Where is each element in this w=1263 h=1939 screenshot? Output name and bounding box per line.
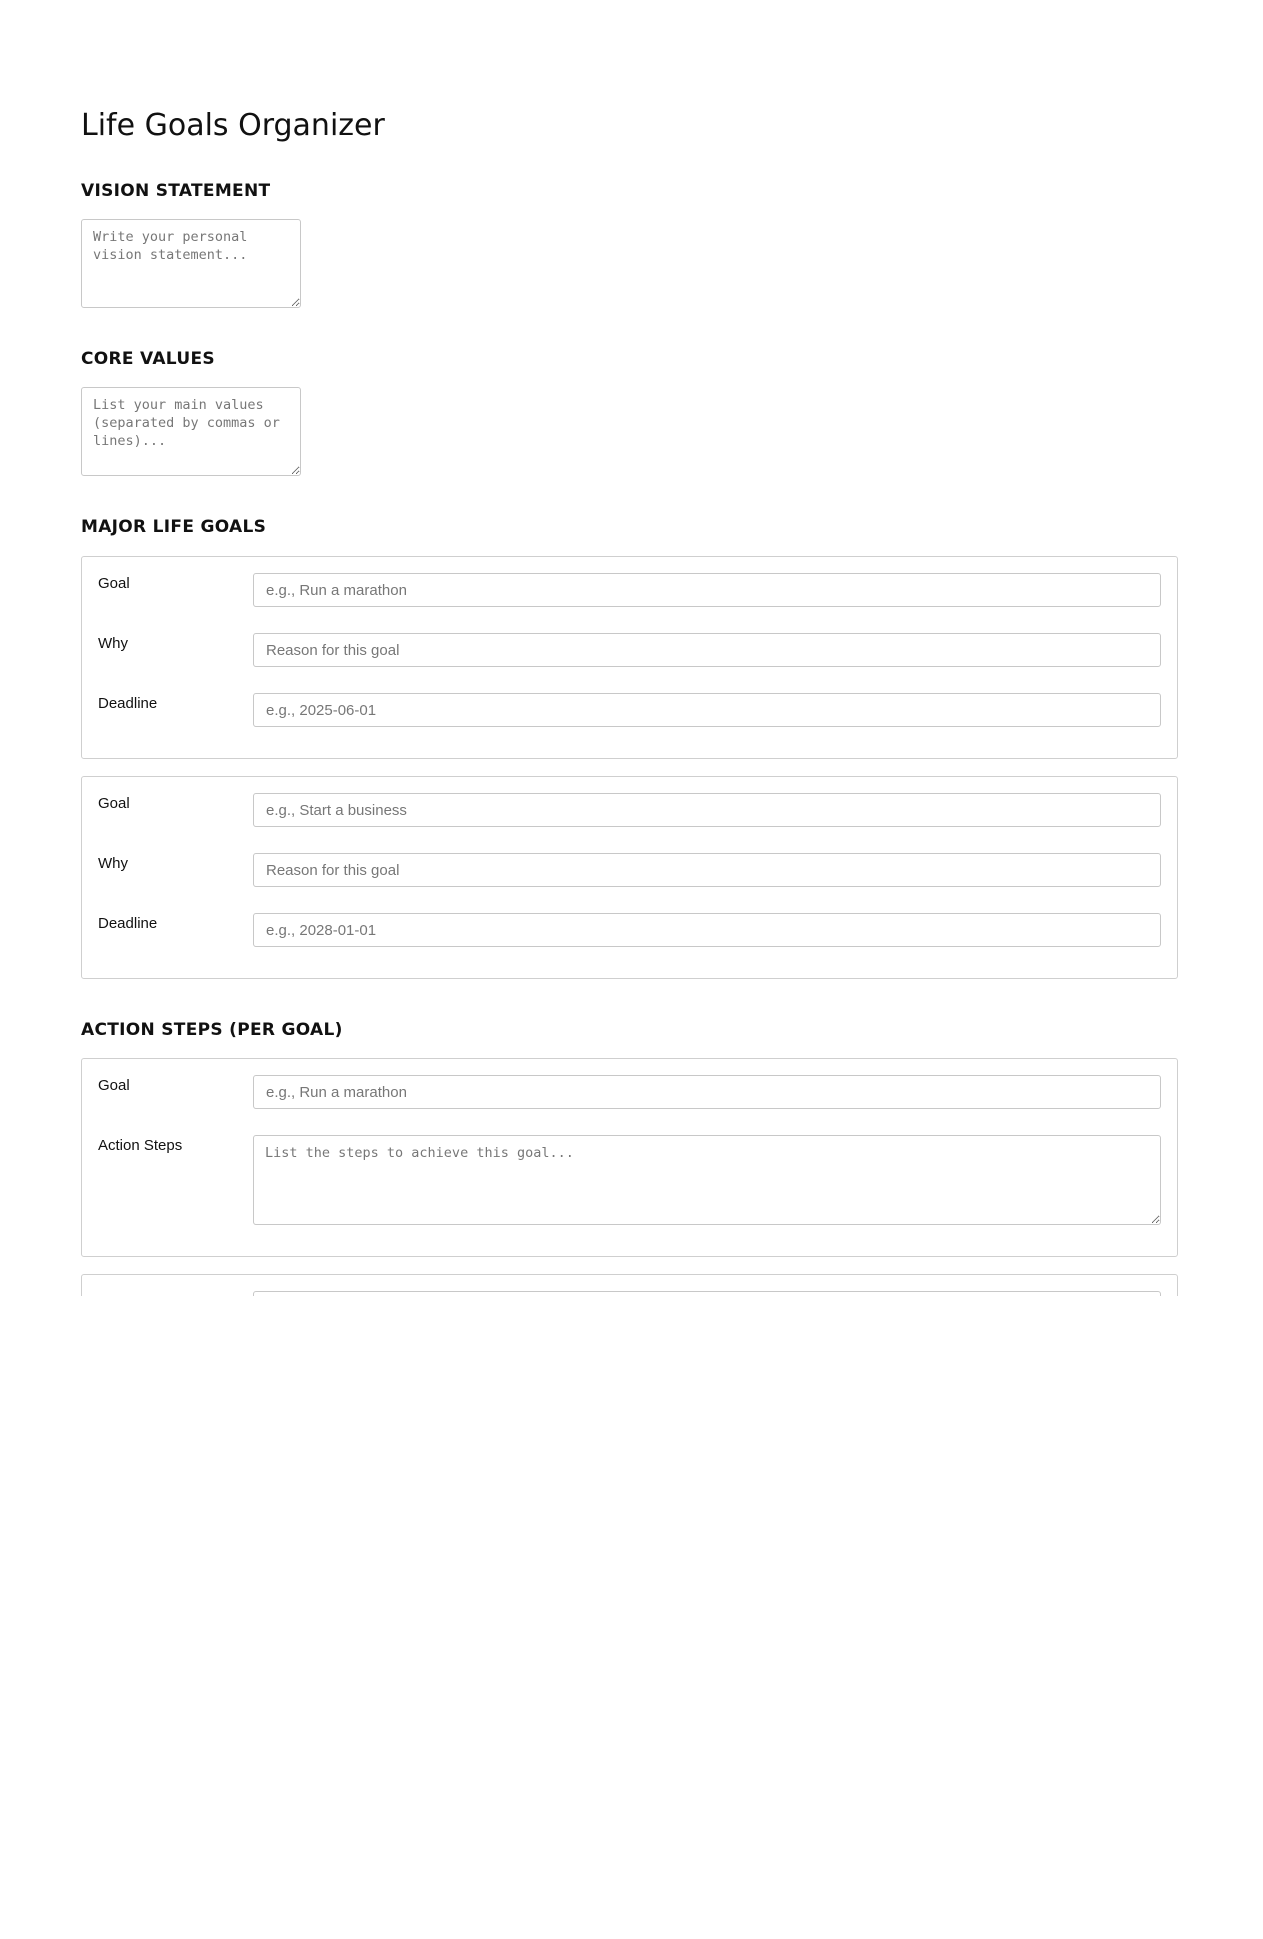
core-values-textarea[interactable] [81,387,301,476]
vision-statement-textarea[interactable] [81,219,301,308]
deadline-input[interactable] [253,693,1161,727]
action-steps-heading: ACTION STEPS (PER GOAL) [81,1020,343,1040]
action-steps-card [81,1058,1178,1257]
action-steps-card [81,1274,1178,1296]
why-label: Why [98,635,128,652]
goal-label: Goal [98,575,130,592]
goal-label: Goal [98,795,130,812]
core-values-heading: CORE VALUES [81,349,215,369]
deadline-label: Deadline [98,915,158,932]
page-title: Life Goals Organizer [81,108,385,143]
goal-input[interactable] [253,1075,1161,1109]
vision-heading: VISION STATEMENT [81,181,271,201]
action-steps-textarea[interactable] [253,1135,1161,1225]
goal-input[interactable] [253,1291,1161,1296]
goal-input[interactable] [253,793,1161,827]
why-label: Why [98,855,128,872]
deadline-label: Deadline [98,695,158,712]
deadline-input[interactable] [253,913,1161,947]
major-goal-card [81,776,1178,979]
goal-input[interactable] [253,573,1161,607]
major-goal-card [81,556,1178,759]
major-goals-heading: MAJOR LIFE GOALS [81,517,267,537]
why-input[interactable] [253,853,1161,887]
goal-label: Goal [98,1077,130,1094]
why-input[interactable] [253,633,1161,667]
action-steps-label: Action Steps [98,1137,183,1154]
